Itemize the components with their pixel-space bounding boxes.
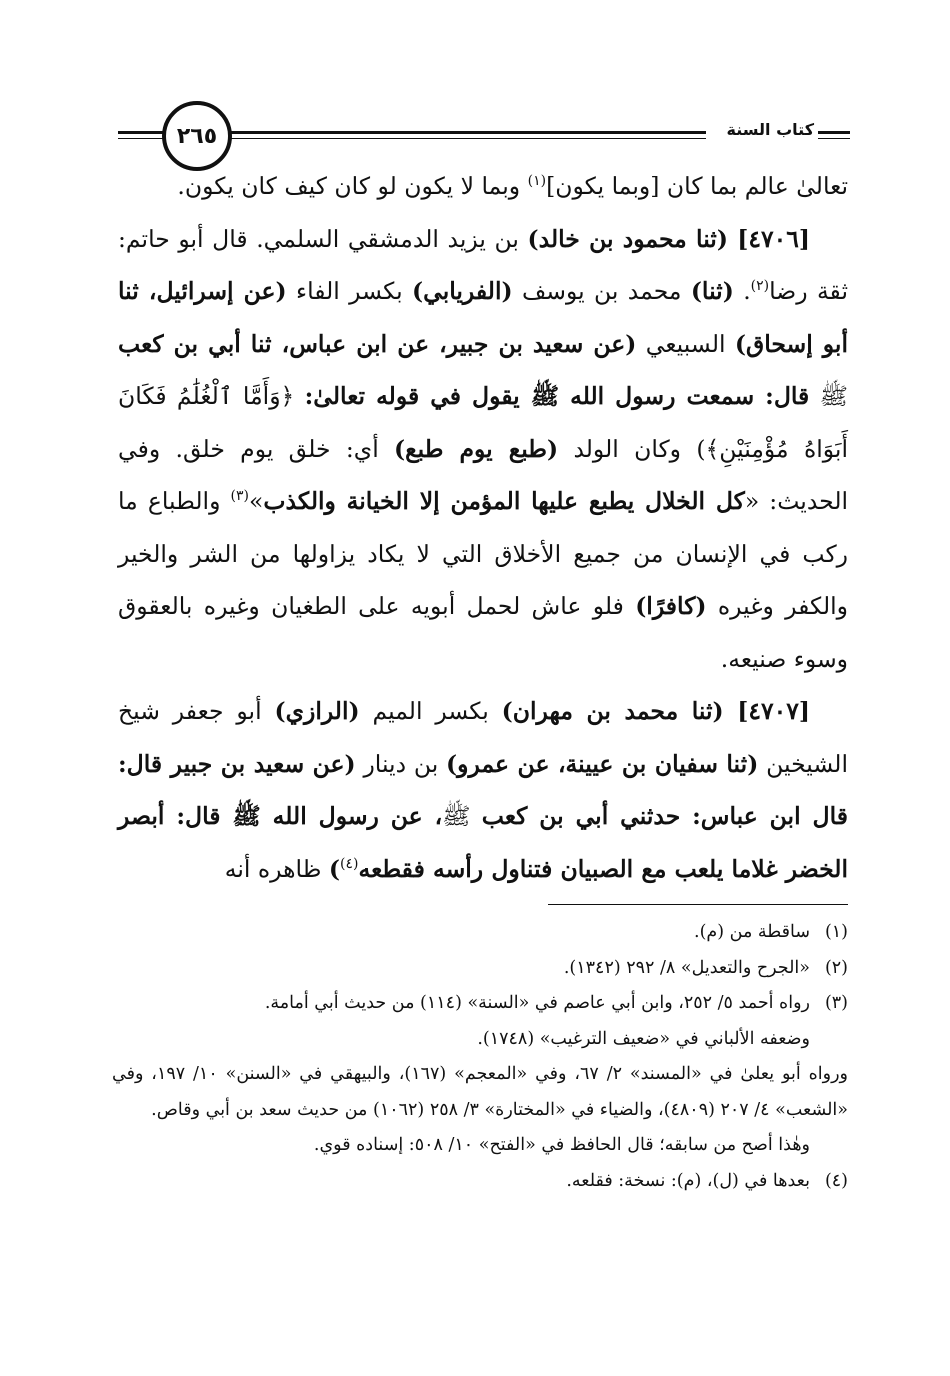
- hadith-text: (الرازي): [274, 697, 360, 725]
- paragraph-4706: [118, 213, 848, 686]
- text: محمد بن يوسف: [512, 277, 691, 305]
- footnote-number: (١): [824, 922, 848, 942]
- footnotes: [112, 915, 848, 1199]
- hadith-text: ): [328, 854, 340, 883]
- footnote-text: «الجرح والتعديل» ٨/ ٢٩٢ (١٣٤٢).: [563, 957, 810, 978]
- footnote-ref-3: (٣): [230, 488, 249, 505]
- text: ﷺ: [809, 382, 848, 410]
- footnote-ref-2: (٢): [750, 278, 770, 295]
- text: بن يزيد الدمشقي السلمي. قال أبو حاتم: ثقة رضا: [118, 224, 848, 305]
- hadith-text: (كافرًا): [635, 592, 707, 620]
- text: أي: خلق يوم خلق. وفي الحديث: «: [118, 434, 849, 515]
- footnote-text: ورواه أبو يعلىٰ في «المسند» ٢/ ٦٧، وفي «المعجم» (١٦٧)، والبيهقي في «السنن» ١٠/ ١٩٧، وفي «الشعب» ٤/ ٢٠٧ (٤٨٠٩)، والضياء في «المختارة» ٣/ ٢٥٨ (١٠٦٢) من حديث سعد بن أبي وقاص.: [112, 1064, 849, 1120]
- header-rule-right: [818, 131, 850, 134]
- text: والطباع ما ركب في الإنسان من جميع الأخلاق التي لا يكاد يزاولها من الشر والخير والكفر وغيره: [118, 487, 848, 620]
- hadith-text: قال: سمعت رسول الله ﷺ يقول في قوله تعالىٰ:: [304, 382, 810, 410]
- text: السبيعي: [636, 329, 735, 358]
- page-number: ٢٦٥: [176, 123, 218, 149]
- hadith-number: [٤٧٠٧] (ثنا محمد بن مهران): [501, 697, 810, 725]
- header-rule-right-thin: [818, 138, 850, 139]
- text: فلو عاش لحمل أبويه على الطغيان وغيره بالعقوق وسوء صنيعه.: [118, 592, 848, 673]
- footnote-2: [112, 951, 848, 987]
- header-rule-left: [118, 131, 166, 134]
- hadith-text: (عن سعيد بن جبير، عن ابن عباس، ثنا أبي بن كعب: [118, 329, 637, 358]
- text: تعالىٰ عالم بما كان [وبما يكون]: [546, 172, 848, 200]
- text: بن دينار: [355, 749, 447, 778]
- hadith-text: (الفريابي): [411, 277, 513, 305]
- footnote-number: (٢): [824, 957, 848, 978]
- footnote-text: وهٰذا أصح من سابقه؛ قال الحافظ في «الفتح» ١٠/ ٥٠٨: إسناده قوي.: [313, 1135, 810, 1155]
- text: ظاهره أنه: [224, 854, 329, 883]
- footnote-3-continued: [112, 1057, 848, 1164]
- quran-verse: ﴿وَأَمَّا ٱلْغُلَٰمُ فَكَانَ أَبَوَاهُ مُؤْمِنَيْنِ﴾) وكان الولد: [118, 382, 848, 463]
- header-rule-left-thin: [118, 138, 166, 139]
- text: »: [249, 487, 264, 515]
- footnote-4: [112, 1164, 848, 1200]
- hadith-text: (عن سعيد بن جبير قال: قال ابن عباس: حدثني أبي بن كعب: [118, 749, 848, 830]
- running-title: كتاب السنة: [726, 120, 814, 139]
- text: بكسر الميم: [359, 697, 502, 725]
- hadith-text: (عن إسرائيل، ثنا أبو إسحاق): [118, 277, 849, 358]
- header-rule-middle-thin: [228, 138, 706, 139]
- hadith-text: (طبع يوم طبع): [394, 434, 559, 463]
- footnote-number: (٣): [824, 993, 848, 1013]
- hadith-number: [٤٧٠٦] (ثنا محمود بن خالد): [527, 224, 810, 253]
- footnote-ref-1: (١): [527, 173, 547, 190]
- footnote-number: (٤): [824, 1170, 848, 1191]
- footnote-text: وضعفه الألباني في «ضعيف الترغيب» (١٧٤٨).: [477, 1028, 810, 1049]
- footnote-text: رواه أحمد ٥/ ٢٥٢، وابن أبي عاصم في «السنة» (١١٤) من حديث أبي أمامة.: [264, 993, 810, 1013]
- text: وبما لا يكون لو كان كيف كان يكون.: [177, 172, 528, 200]
- text: بكسر الفاء: [286, 277, 412, 305]
- footnote-separator: [548, 904, 848, 905]
- main-text: [118, 160, 848, 895]
- hadith-text: ، عن رسول الله ﷺ قال: أبصر الخضر غلاما يلعب مع الصبيان فتناول رأسه فقطعه: [118, 802, 848, 883]
- hadith-quote: كل الخلال يطبع عليها المؤمن إلا الخيانة والكذب: [263, 487, 745, 515]
- paragraph-4707: [118, 685, 848, 895]
- text: أبو جعفر شيخ الشيخين: [118, 697, 848, 778]
- hadith-text: (ثنا سفيان بن عيينة، عن عمرو): [446, 749, 759, 778]
- footnote-1: [112, 915, 848, 951]
- footnote-3: [112, 986, 848, 1057]
- paragraph-1: [118, 160, 848, 213]
- footnote-text: بعدها في (ل)، (م): نسخة: فقلعه.: [566, 1170, 810, 1191]
- header-rule-middle: [228, 131, 706, 134]
- footnote-ref-4: (٤): [340, 855, 359, 872]
- text: ﷺ: [442, 802, 482, 830]
- hadith-text: (ثنا): [690, 277, 734, 305]
- text: .: [733, 277, 751, 305]
- footnote-text: ساقطة من (م).: [694, 922, 810, 942]
